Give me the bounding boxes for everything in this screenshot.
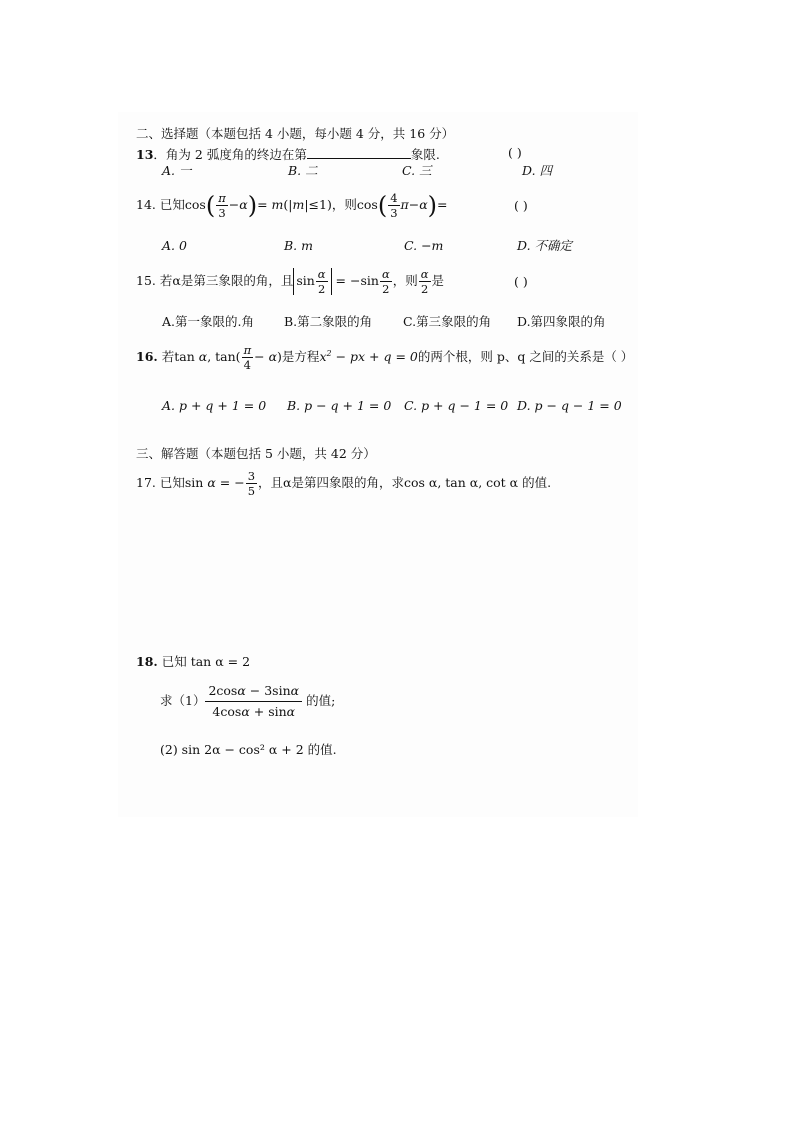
question-18-part-1: [160, 683, 335, 720]
option-c: C. 三: [402, 163, 432, 178]
option-b: B. 二: [288, 163, 318, 178]
answer-paren: ( ): [514, 274, 528, 289]
math-expression: tan α, tan( $\frac{\pi}{4}$ − α): [174, 343, 282, 372]
answer-paren: ( ): [508, 145, 522, 160]
question-number: 16.: [136, 349, 158, 364]
math-abs-expression: sin $\frac{\alpha}{2}$: [293, 268, 331, 295]
question-tail: ，且α是第四象限的角，求cos α, tan α, cot α 的值.: [258, 475, 552, 490]
option-d: D. 不确定: [517, 238, 573, 253]
question-number: 14.: [136, 197, 156, 212]
math-expression: cos( $\frac{\pi}{3}$ −α)= m(|m|≤1)，则cos( $\frac{4}{3}$ π−α)=: [184, 191, 448, 220]
question-tail2: 的两个根，则 p、q 之间的关系是（ ）: [417, 349, 634, 364]
question-lead: 已知: [159, 475, 185, 490]
question-number: 15.: [136, 273, 156, 288]
math-expression: sin α = − $\frac{3}{5}$: [184, 469, 256, 498]
option-d: D.第四象限的角: [517, 314, 606, 329]
question-lead: 若: [161, 349, 175, 364]
option-d: D. 四: [522, 163, 553, 178]
option-c: C. −m: [404, 238, 444, 253]
question-18-part-2: (2) sin 2α − cos² α + 2 的值.: [160, 742, 337, 757]
question-18: [136, 654, 250, 670]
option-a: A. 一: [162, 163, 192, 178]
question-number: 18.: [136, 654, 158, 669]
choice-section-header: 二、选择题（本题包括 4 小题，每小题 4 分，共 16 分）: [136, 126, 455, 141]
fraction-expression: $\frac{2\cos\alpha - 3\sin\alpha}{4\cos\alpha + \sin\alpha}$: [205, 683, 302, 720]
question-15: 15. 若α是第三象限的角，且 sin $\frac{\alpha}{2}$ = −sin $\frac{\alpha}{2}$ ，则 $\frac{\alpha}{2}$ 是: [136, 267, 445, 296]
question-number: 17.: [136, 475, 156, 490]
part-lead: 求（1）: [160, 693, 206, 708]
question-tail: 是方程: [281, 349, 320, 364]
option-b: B. m: [284, 238, 313, 253]
option-a: A. p + q + 1 = 0: [162, 398, 267, 413]
question-tail: 是: [431, 273, 445, 288]
answer-section-header: 三、解答题（本题包括 5 小题，共 42 分）: [136, 446, 376, 461]
part-tail: 的值;: [306, 693, 336, 708]
question-text-after: 象限.: [410, 147, 440, 162]
question-number: 13: [136, 147, 154, 162]
option-a: A.第一象限的.角: [162, 314, 254, 329]
option-c: C. p + q − 1 = 0: [404, 398, 509, 413]
option-d: D. p − q − 1 = 0: [517, 398, 622, 413]
option-c: C.第三象限的角: [403, 314, 492, 329]
question-given: 已知 tan α = 2: [161, 654, 251, 669]
option-b: B.第二象限的角: [284, 314, 373, 329]
question-16: [136, 344, 633, 371]
question-lead: 已知: [159, 197, 185, 212]
question-17: [136, 470, 551, 497]
option-b: B. p − q + 1 = 0: [287, 398, 392, 413]
option-a: A. 0: [162, 238, 187, 253]
equation: $x^2$ − px + q = 0: [319, 348, 418, 364]
question-14: [136, 192, 448, 219]
question-lead: 若α是第三象限的角，且: [159, 273, 294, 288]
question-text: 角为 2 弧度角的终边在第: [165, 147, 307, 162]
question-13: 13．角为 2 弧度角的终边在第 象限.: [136, 147, 440, 162]
question-mid: ，则: [392, 273, 418, 288]
answer-paren: ( ): [514, 198, 528, 213]
answer-blank[interactable]: [307, 145, 411, 159]
